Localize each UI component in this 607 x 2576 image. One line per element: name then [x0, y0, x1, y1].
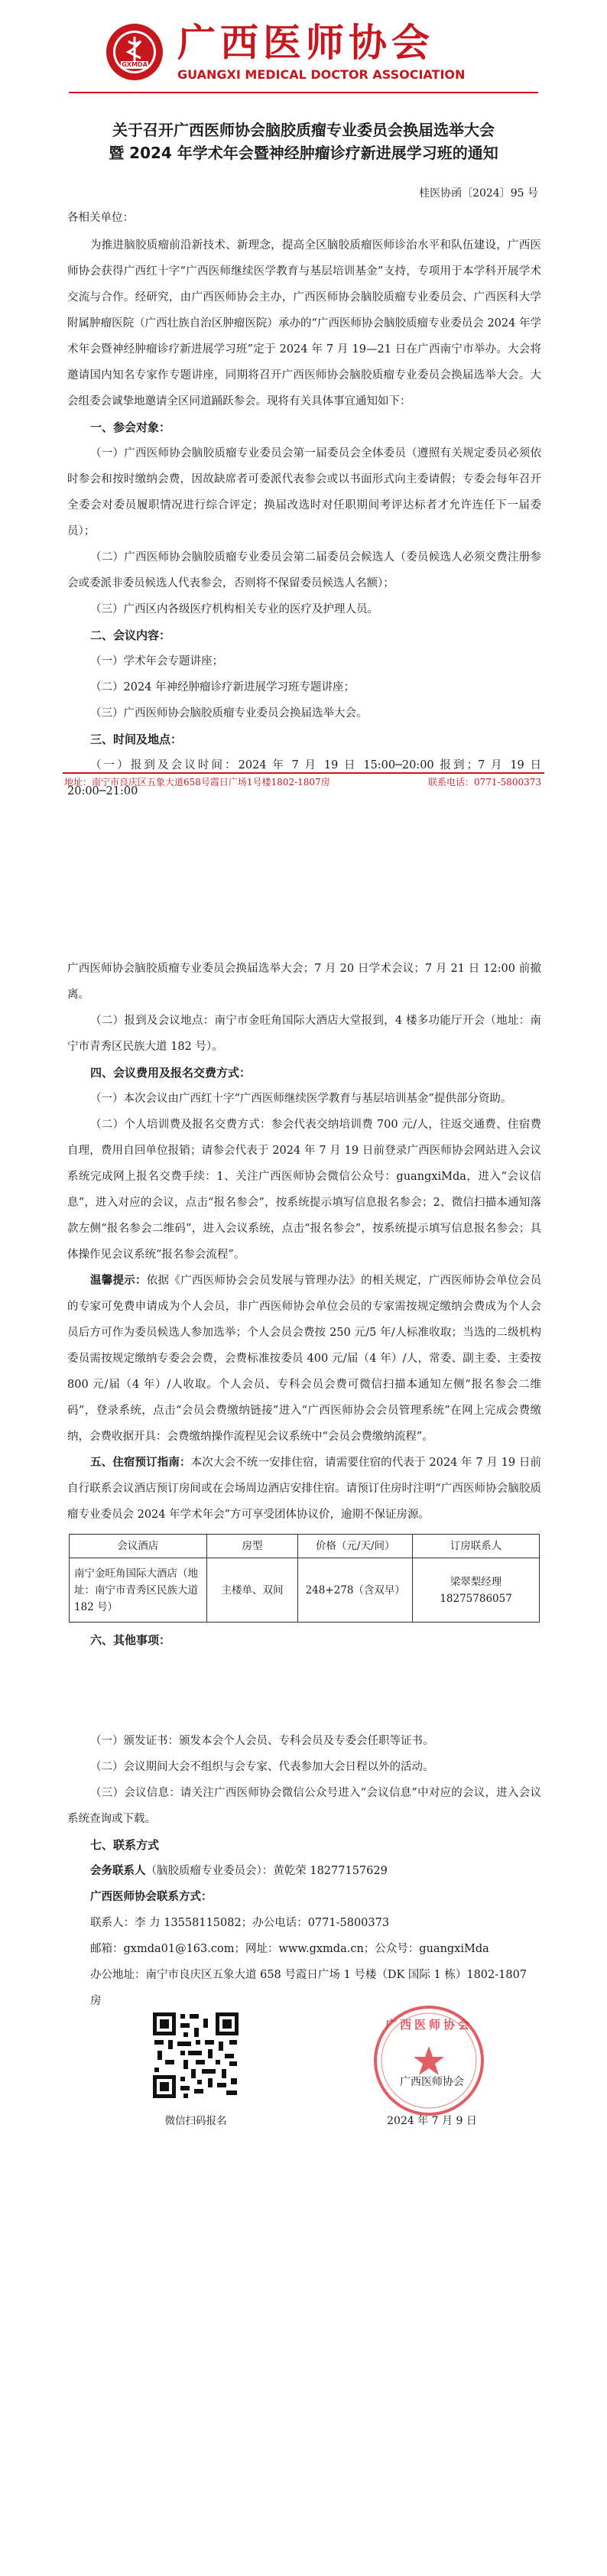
section-4-title: 四、会议费用及报名交费方式： [90, 1066, 252, 1080]
table-header-cell: 订房联系人 [413, 1535, 540, 1558]
contact-committee [67, 1858, 541, 1884]
doc-title-line2: 暨 2024 年学术年会暨神经肿瘤诊疗新进展学习班的通知 [109, 144, 498, 162]
s6-item-2: （二）会议期间大会不组织与会专家、代表参加大会日程以外的活动。 [90, 1761, 434, 1773]
s6-item-1: （一）颁发证书：颁发本会个人会员、专科会员及专委会任职等证书。 [90, 1735, 434, 1747]
s4-item-1: （一）本次会议由广西红十字“广西医师继续医学教育与基层培训基金”提供部分资助。 [90, 1093, 512, 1105]
seal-text: 广西医师协会 [385, 2018, 472, 2032]
tip-label: 温馨提示： [90, 1274, 147, 1287]
table-header-cell: 房型 [206, 1535, 298, 1558]
footer-rule [63, 772, 544, 774]
footer-phone: 联系电话：0771-5800373 [427, 777, 541, 788]
association-emblem-icon [105, 23, 164, 81]
s1-item-2: （二）广西医师协会脑胶质瘤专业委员会第二届委员会候选人（委员候选人必须交费注册参会或委派非委员候选人代表参会，否则将不保留委员候选人名额）； [67, 551, 541, 590]
header-rule [69, 92, 538, 93]
doc-number: 桂医协函〔2024〕95 号 [419, 187, 538, 200]
body-page2-lower [67, 1728, 541, 2014]
section-1-title: 一、参会对象： [90, 421, 171, 434]
section-6-title: 六、其他事项： [90, 1633, 171, 1647]
s1-item-1: （一）广西医师协会脑胶质瘤专业委员会第一届委员会全体委员（遵照有关规定委员必须依时参会和按时缴纳会费，因故缺席者可委派代表参会或以书面形式向主委请假；专委会每年召开全委会对委员履职情况进行综合评定；换届改选时对任职期间考评达标者才允许连任下一届委员）； [67, 447, 541, 538]
s3-item-1-cont: 广西医师协会脑胶质瘤专业委员会换届选举大会；7 月 20 日学术会议；7 月 21 日 12:00 前撤离。 [67, 963, 541, 1001]
tip-text: 依据《广西医师协会会员发展与管理办法》的相关规定，广西医师协会单位会员的专家可免费申请成为个人会员，非广西医师协会单位会员的专家需按规定缴纳会费成为个人会员后方可作为委员候选人参加选举；个人会员会费按 250 元/5 年/人标准收取；当选的二级机构委员需按规定缴纳专委会会费，会费标准按委员 400 元/届（4 年）/人，常委、副主委、主委按 800 元/届（4 年）/人收取。个人会员、专科会员会费可微信扫描本通知左侧“报名参会二维码”，登录系统，点击“会员会费缴纳链接”进入“广西医师协会会员管理系统”在网上完成会费缴纳，会费收据开具：会费缴纳操作流程见会议系统中“会员会费缴纳流程”。 [67, 1275, 542, 1443]
body-page2 [67, 956, 541, 1653]
hotel-table [69, 1534, 540, 1623]
contact-person: 联系人：李 力 13558115082；办公电话：0771-5800373 [90, 1917, 390, 1929]
table-row [70, 1558, 540, 1623]
signature-date: 2024 年 7 月 9 日 [387, 2115, 477, 2127]
contact-committee-label: 会务联系人 [90, 1864, 146, 1877]
s2-item-3: （三）广西医师协会脑胶质瘤专业委员会换届选举大会。 [90, 707, 368, 720]
table-cell-contact: 梁翠梨经理 18275786057 [413, 1558, 540, 1623]
table-header-cell: 价格（元/天/间） [298, 1535, 413, 1558]
page-1 [0, 0, 607, 795]
s3-item-1: （一）报到及会议时间：2024 年 7 月 19 日 15:00─20:00 报到；7 月 19 日 20:00─21:00 [67, 759, 541, 797]
intro-paragraph: 为推进脑胶质瘤前沿新技术、新理念，提高全区脑胶质瘤医师诊治水平和队伍建设，广西医师协会获得广西红十字“广西医师继续医学教育与基层培训基金”支持，专项用于本学科开展学术交流与合作。经研究，由广西医师协会主办，广西医师协会脑胶质瘤专业委员会、广西医科大学附属肿瘤医院（广西壮族自治区肿瘤医院）承办的“广西医师协会脑胶质瘤专业委员会 2024 年学术年会暨神经肿瘤诊疗新进展学习班”定于 2024 年 7 月 19—21 日在广西南宁市举办。大会将邀请国内知名专家作专题讲座，同期将召开广西医师协会脑胶质瘤专业委员会换届选举大会。大会组委会诚挚地邀请全区同道踊跃参会。现将有关具体事宜通知如下： [67, 239, 541, 408]
contact-committee-text: （脑胶质瘤专业委员会）：黄乾荣 18277157629 [145, 1865, 388, 1877]
org-name-cn: 广西医师协会 [177, 21, 434, 65]
s4-item-2: （二）个人培训费及报名交费方式：参会代表交纳培训费 700 元/人，往返交通费、住宿费自理，费用自回单位报销；请参会代表于 2024 年 7 月 19 日前登录广西医师协会网站进入会议系统完成网上报名交费手续：1、关注广西医师协会微信公众号：guangxiMda，进入“会议信息”，进入对应的会议，点击“报名参会”，按系统提示填写信息报名参会；2、微信扫描本通知落款左侧“报名参会二维码”，进入会议系统，点击“报名参会”，按系统提示填写信息报名参会；具体操作见会议系统“报名参会流程”。 [67, 1119, 541, 1261]
org-name-en: GUANGXI MEDICAL DOCTOR ASSOCIATION [177, 67, 466, 82]
section-2-title: 二、会议内容： [90, 629, 171, 642]
footer-address: 地址：南宁市良庆区五象大道658号霞日广场1号楼1802-1807房 [64, 777, 330, 788]
tip-paragraph [67, 1268, 541, 1450]
s2-item-2: （二）2024 年神经肿瘤诊疗新进展学习班专题讲座； [90, 681, 355, 694]
section-3-title: 三、时间及地点： [90, 733, 183, 746]
registration-qr-code[interactable] [150, 2009, 242, 2101]
table-cell-hotel: 南宁金旺角国际大酒店（地址：南宁市青秀区民族大道 182 号） [70, 1558, 207, 1623]
table-header-row [70, 1535, 540, 1558]
logo [105, 23, 164, 81]
table-header-cell: 会议酒店 [70, 1535, 207, 1558]
contact-address: 办公地址：南宁市良庆区五象大道 658 号霞日广场 1 号楼（DK 国际 1 栋）1802-1807 房 [90, 1969, 527, 2007]
qr-code-icon [150, 2009, 242, 2101]
salutation: 各相关单位： [67, 212, 134, 224]
page-2 [0, 956, 607, 2576]
contact-email: 邮箱：gxmda01@163.com；网址：www.gxmda.cn；公众号：guangxiMda [90, 1943, 489, 1955]
qr-caption: 微信扫码报名 [164, 2115, 227, 2127]
body-page1 [67, 232, 541, 804]
signature-org: 广西医师协会 [400, 2076, 464, 2088]
section-5-title: 五、住宿预订指南： [90, 1456, 191, 1469]
official-seal [372, 2003, 486, 2118]
s3-item-2: （二）报到及会议地点：南宁市金旺角国际大酒店大堂报到，4 楼多功能厅开会（地址：南宁市青秀区民族大道 182 号）。 [67, 1015, 541, 1053]
logo-abbr: GXMDA [122, 61, 148, 68]
s1-item-3: （三）广西区内各级医疗机构相关专业的医疗及护理人员。 [90, 603, 378, 616]
s6-item-3: （三）会议信息：请关注广西医师协会微信公众号进入“会议信息”中对应的会议，进入会议系统查询或下载。 [67, 1787, 541, 1825]
section-7-title: 七、联系方式 [90, 1838, 160, 1852]
s5-text: 本次大会不统一安排住宿，请需要住宿的代表于 2024 年 7 月 19 日前自行联系会议酒店预订房间或在会场周边酒店安排住宿。请预订住房时注明“广西医师协会脑胶质瘤专业委员会 2024 年学术年会”方可享受团体协议价，逾期不保证房源。 [67, 1457, 542, 1521]
doc-title-line1: 关于召开广西医师协会脑胶质瘤专业委员会换届选举大会 [112, 121, 495, 139]
contact-association-label: 广西医师协会联系方式： [90, 1890, 213, 1903]
table-cell-room: 主楼单、双间 [206, 1558, 298, 1623]
table-cell-price: 248+278（含双早） [298, 1558, 413, 1623]
s5-paragraph [67, 1450, 541, 1528]
s2-item-1: （一）学术年会专题讲座； [90, 655, 223, 668]
